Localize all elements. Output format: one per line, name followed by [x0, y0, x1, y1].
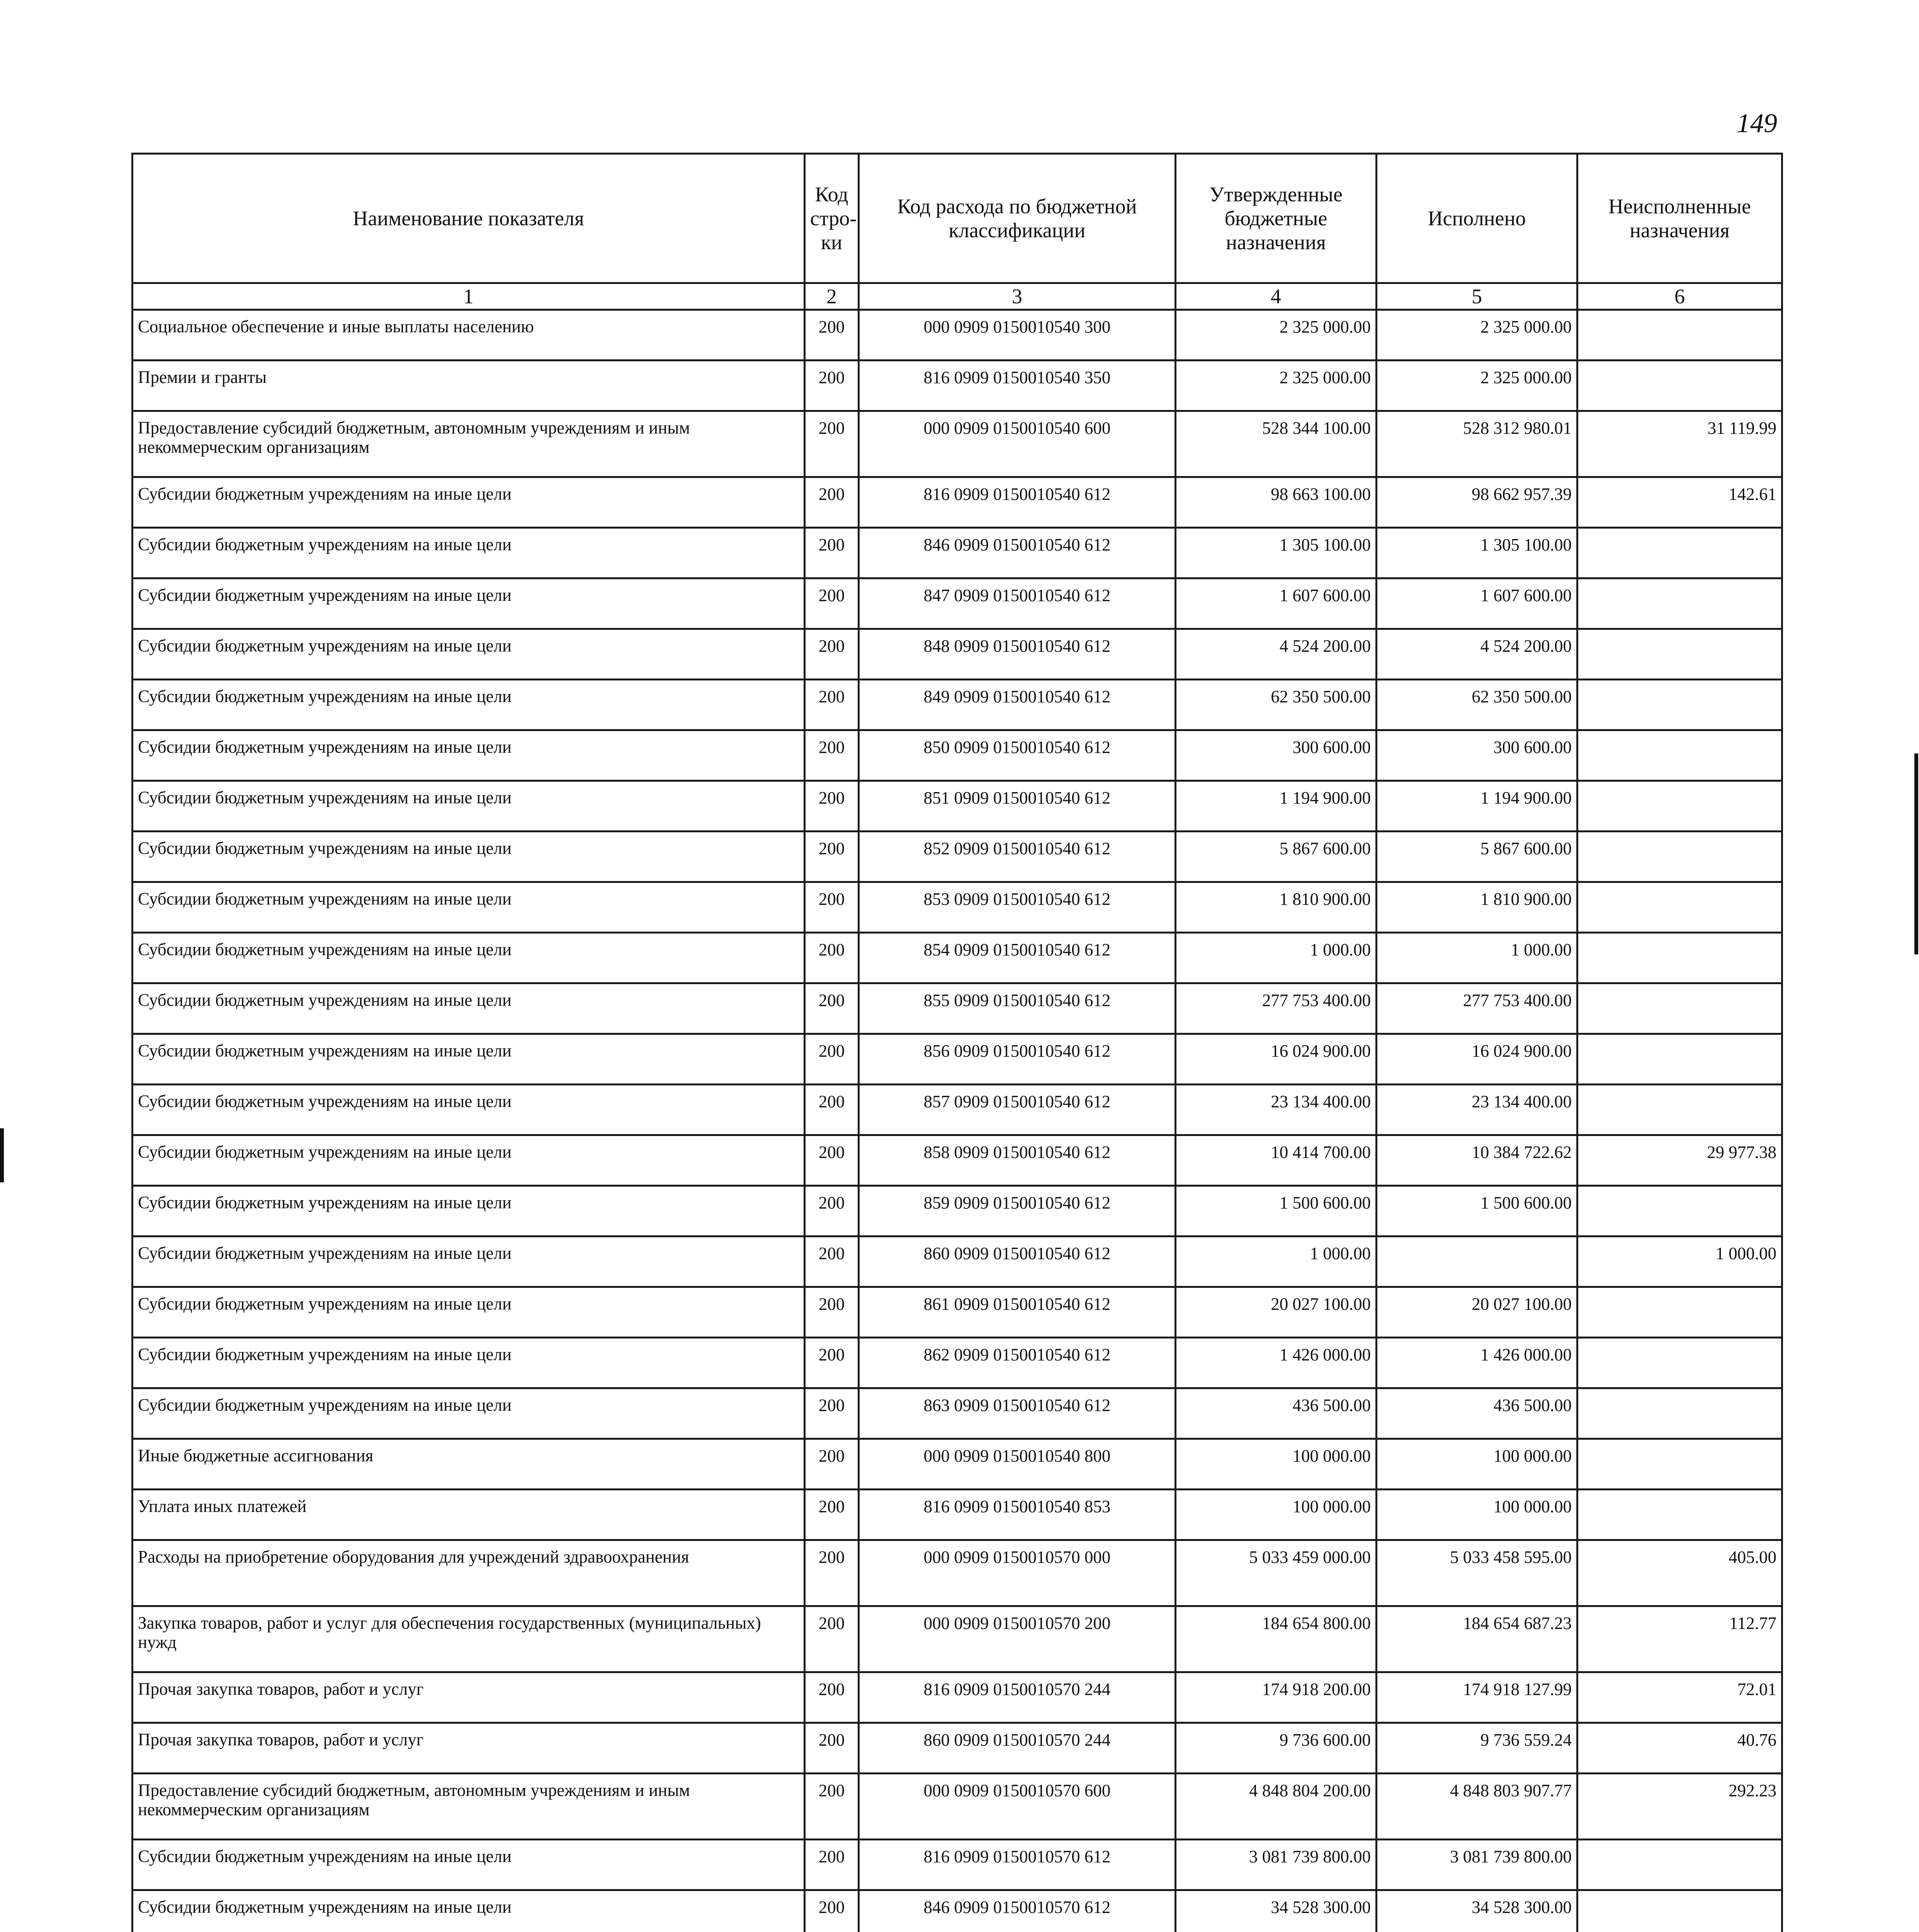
row-expense-code: 847 0909 0150010540 612	[859, 578, 1176, 629]
row-unexecuted	[1577, 1840, 1782, 1890]
row-unexecuted: 40.76	[1577, 1723, 1782, 1774]
row-executed: 1 500 600.00	[1377, 1186, 1577, 1236]
table-row	[133, 629, 1782, 680]
row-name: Уплата иных платежей	[133, 1490, 805, 1540]
row-approved: 100 000.00	[1176, 1490, 1377, 1540]
row-name: Прочая закупка товаров, работ и услуг	[133, 1672, 805, 1723]
row-approved: 23 134 400.00	[1176, 1085, 1377, 1135]
row-unexecuted	[1577, 310, 1782, 361]
row-unexecuted: 405.00	[1577, 1540, 1782, 1606]
column-number: 2	[805, 283, 859, 310]
budget-execution-table	[131, 153, 1783, 1932]
row-executed: 5 033 458 595.00	[1377, 1540, 1577, 1606]
row-expense-code: 863 0909 0150010540 612	[859, 1388, 1176, 1439]
row-line-code: 200	[805, 1540, 859, 1606]
row-line-code: 200	[805, 1135, 859, 1186]
row-line-code: 200	[805, 1085, 859, 1135]
table-row	[133, 1135, 1782, 1186]
row-name: Субсидии бюджетным учреждениям на иные цели	[133, 1840, 805, 1890]
row-approved: 62 350 500.00	[1176, 680, 1377, 730]
row-expense-code: 856 0909 0150010540 612	[859, 1034, 1176, 1085]
row-approved: 528 344 100.00	[1176, 411, 1377, 477]
table-row	[133, 1439, 1782, 1490]
header-unexecuted: Неисполненные назначения	[1577, 154, 1782, 283]
row-unexecuted	[1577, 578, 1782, 629]
row-expense-code: 816 0909 0150010540 350	[859, 361, 1176, 411]
row-unexecuted	[1577, 1034, 1782, 1085]
row-unexecuted	[1577, 1439, 1782, 1490]
row-unexecuted: 1 000.00	[1577, 1236, 1782, 1287]
row-expense-code: 852 0909 0150010540 612	[859, 832, 1176, 882]
row-unexecuted: 292.23	[1577, 1774, 1782, 1840]
row-executed: 100 000.00	[1377, 1439, 1577, 1490]
column-number-row	[133, 283, 1782, 310]
table-row	[133, 1606, 1782, 1672]
row-expense-code: 860 0909 0150010540 612	[859, 1236, 1176, 1287]
row-line-code: 200	[805, 1186, 859, 1236]
row-expense-code: 000 0909 0150010540 300	[859, 310, 1176, 361]
row-executed: 20 027 100.00	[1377, 1287, 1577, 1338]
table-row	[133, 1672, 1782, 1723]
row-line-code: 200	[805, 1034, 859, 1085]
row-executed: 9 736 559.24	[1377, 1723, 1577, 1774]
row-approved: 174 918 200.00	[1176, 1672, 1377, 1723]
row-line-code: 200	[805, 1774, 859, 1840]
row-name: Субсидии бюджетным учреждениям на иные цели	[133, 1186, 805, 1236]
row-executed: 528 312 980.01	[1377, 411, 1577, 477]
row-unexecuted	[1577, 1490, 1782, 1540]
row-line-code: 200	[805, 882, 859, 933]
row-line-code: 200	[805, 1439, 859, 1490]
row-unexecuted	[1577, 1338, 1782, 1388]
row-executed: 23 134 400.00	[1377, 1085, 1577, 1135]
row-line-code: 200	[805, 1840, 859, 1890]
row-approved: 300 600.00	[1176, 730, 1377, 781]
row-expense-code: 816 0909 0150010570 612	[859, 1840, 1176, 1890]
table-row	[133, 578, 1782, 629]
column-number: 1	[133, 283, 805, 310]
row-name: Прочая закупка товаров, работ и услуг	[133, 1723, 805, 1774]
row-approved: 1 810 900.00	[1176, 882, 1377, 933]
row-expense-code: 000 0909 0150010570 600	[859, 1774, 1176, 1840]
row-approved: 4 848 804 200.00	[1176, 1774, 1377, 1840]
row-name: Субсидии бюджетным учреждениям на иные цели	[133, 1135, 805, 1186]
row-approved: 5 033 459 000.00	[1176, 1540, 1377, 1606]
row-line-code: 200	[805, 1236, 859, 1287]
row-unexecuted	[1577, 933, 1782, 983]
scan-edge-mark	[1914, 753, 1918, 954]
row-approved: 1 500 600.00	[1176, 1186, 1377, 1236]
row-line-code: 200	[805, 832, 859, 882]
table-row	[133, 1540, 1782, 1606]
row-name: Субсидии бюджетным учреждениям на иные цели	[133, 832, 805, 882]
row-line-code: 200	[805, 361, 859, 411]
row-name: Субсидии бюджетным учреждениям на иные цели	[133, 1085, 805, 1135]
row-unexecuted	[1577, 528, 1782, 578]
row-name: Субсидии бюджетным учреждениям на иные цели	[133, 882, 805, 933]
row-line-code: 200	[805, 1890, 859, 1932]
row-executed: 277 753 400.00	[1377, 983, 1577, 1034]
table-body	[133, 310, 1782, 1932]
row-approved: 436 500.00	[1176, 1388, 1377, 1439]
row-unexecuted: 31 119.99	[1577, 411, 1782, 477]
row-executed: 3 081 739 800.00	[1377, 1840, 1577, 1890]
header-expense-code: Код расхода по бюджетной классификации	[859, 154, 1176, 283]
row-name: Предоставление субсидий бюджетным, автономным учреждениям и иным некоммерческим организациям	[133, 1774, 805, 1840]
row-unexecuted	[1577, 1287, 1782, 1338]
row-executed: 4 524 200.00	[1377, 629, 1577, 680]
row-unexecuted	[1577, 882, 1782, 933]
row-approved: 1 000.00	[1176, 1236, 1377, 1287]
row-approved: 277 753 400.00	[1176, 983, 1377, 1034]
row-executed: 1 000.00	[1377, 933, 1577, 983]
table-row	[133, 680, 1782, 730]
table-row	[133, 781, 1782, 832]
row-executed	[1377, 1236, 1577, 1287]
row-unexecuted	[1577, 680, 1782, 730]
row-line-code: 200	[805, 933, 859, 983]
row-expense-code: 860 0909 0150010570 244	[859, 1723, 1176, 1774]
row-line-code: 200	[805, 1723, 859, 1774]
row-approved: 1 607 600.00	[1176, 578, 1377, 629]
table-row	[133, 1774, 1782, 1840]
table-row	[133, 832, 1782, 882]
row-name: Субсидии бюджетным учреждениям на иные цели	[133, 477, 805, 528]
row-unexecuted	[1577, 983, 1782, 1034]
row-approved: 34 528 300.00	[1176, 1890, 1377, 1932]
table-row	[133, 310, 1782, 361]
row-approved: 100 000.00	[1176, 1439, 1377, 1490]
row-line-code: 200	[805, 1287, 859, 1338]
row-line-code: 200	[805, 1490, 859, 1540]
row-approved: 4 524 200.00	[1176, 629, 1377, 680]
page-number: 149	[1737, 109, 1777, 138]
row-unexecuted	[1577, 1186, 1782, 1236]
row-executed: 1 426 000.00	[1377, 1338, 1577, 1388]
row-line-code: 200	[805, 629, 859, 680]
row-line-code: 200	[805, 528, 859, 578]
row-executed: 1 194 900.00	[1377, 781, 1577, 832]
header-line-code: Код стро-ки	[805, 154, 859, 283]
row-line-code: 200	[805, 310, 859, 361]
table-row	[133, 933, 1782, 983]
row-unexecuted	[1577, 1890, 1782, 1932]
row-name: Субсидии бюджетным учреждениям на иные цели	[133, 1287, 805, 1338]
table-row	[133, 1490, 1782, 1540]
row-name: Расходы на приобретение оборудования для учреждений здравоохранения	[133, 1540, 805, 1606]
row-executed: 174 918 127.99	[1377, 1672, 1577, 1723]
row-name: Субсидии бюджетным учреждениям на иные цели	[133, 1034, 805, 1085]
row-line-code: 200	[805, 1606, 859, 1672]
table-row	[133, 1085, 1782, 1135]
header-executed: Исполнено	[1377, 154, 1577, 283]
row-approved: 10 414 700.00	[1176, 1135, 1377, 1186]
row-line-code: 200	[805, 983, 859, 1034]
row-unexecuted	[1577, 730, 1782, 781]
header-approved: Утвержденные бюджетные назначения	[1176, 154, 1377, 283]
table-row	[133, 730, 1782, 781]
header-name: Наименование показателя	[133, 154, 805, 283]
row-expense-code: 846 0909 0150010570 612	[859, 1890, 1176, 1932]
row-unexecuted	[1577, 1085, 1782, 1135]
row-unexecuted	[1577, 1388, 1782, 1439]
row-approved: 9 736 600.00	[1176, 1723, 1377, 1774]
row-approved: 1 426 000.00	[1176, 1338, 1377, 1388]
row-executed: 184 654 687.23	[1377, 1606, 1577, 1672]
row-executed: 436 500.00	[1377, 1388, 1577, 1439]
row-expense-code: 855 0909 0150010540 612	[859, 983, 1176, 1034]
row-line-code: 200	[805, 730, 859, 781]
row-expense-code: 854 0909 0150010540 612	[859, 933, 1176, 983]
row-name: Субсидии бюджетным учреждениям на иные цели	[133, 1338, 805, 1388]
row-executed: 5 867 600.00	[1377, 832, 1577, 882]
row-executed: 2 325 000.00	[1377, 310, 1577, 361]
row-name: Субсидии бюджетным учреждениям на иные цели	[133, 1388, 805, 1439]
table-row	[133, 983, 1782, 1034]
row-expense-code: 000 0909 0150010540 800	[859, 1439, 1176, 1490]
row-name: Субсидии бюджетным учреждениям на иные цели	[133, 680, 805, 730]
row-name: Субсидии бюджетным учреждениям на иные цели	[133, 578, 805, 629]
row-unexecuted	[1577, 361, 1782, 411]
row-unexecuted: 29 977.38	[1577, 1135, 1782, 1186]
column-number: 3	[859, 283, 1176, 310]
row-executed: 4 848 803 907.77	[1377, 1774, 1577, 1840]
row-name: Премии и гранты	[133, 361, 805, 411]
row-expense-code: 000 0909 0150010570 000	[859, 1540, 1176, 1606]
table-row	[133, 1890, 1782, 1932]
table-row	[133, 528, 1782, 578]
row-expense-code: 816 0909 0150010540 612	[859, 477, 1176, 528]
row-executed: 2 325 000.00	[1377, 361, 1577, 411]
row-line-code: 200	[805, 477, 859, 528]
row-name: Субсидии бюджетным учреждениям на иные цели	[133, 1236, 805, 1287]
table-row	[133, 1186, 1782, 1236]
row-name: Иные бюджетные ассигнования	[133, 1439, 805, 1490]
row-executed: 100 000.00	[1377, 1490, 1577, 1540]
table-row	[133, 361, 1782, 411]
table-row	[133, 1236, 1782, 1287]
row-name: Субсидии бюджетным учреждениям на иные цели	[133, 1890, 805, 1932]
table-header	[133, 154, 1782, 310]
row-expense-code: 862 0909 0150010540 612	[859, 1338, 1176, 1388]
row-unexecuted	[1577, 781, 1782, 832]
row-expense-code: 848 0909 0150010540 612	[859, 629, 1176, 680]
row-line-code: 200	[805, 1338, 859, 1388]
row-unexecuted: 72.01	[1577, 1672, 1782, 1723]
row-expense-code: 816 0909 0150010570 244	[859, 1672, 1176, 1723]
row-executed: 1 810 900.00	[1377, 882, 1577, 933]
row-name: Субсидии бюджетным учреждениям на иные цели	[133, 730, 805, 781]
row-name: Субсидии бюджетным учреждениям на иные цели	[133, 629, 805, 680]
table-row	[133, 477, 1782, 528]
column-number: 6	[1577, 283, 1782, 310]
row-name: Социальное обеспечение и иные выплаты населению	[133, 310, 805, 361]
row-unexecuted	[1577, 832, 1782, 882]
row-expense-code: 851 0909 0150010540 612	[859, 781, 1176, 832]
column-number: 4	[1176, 283, 1377, 310]
row-expense-code: 853 0909 0150010540 612	[859, 882, 1176, 933]
row-approved: 2 325 000.00	[1176, 310, 1377, 361]
row-approved: 1 000.00	[1176, 933, 1377, 983]
row-approved: 184 654 800.00	[1176, 1606, 1377, 1672]
row-executed: 62 350 500.00	[1377, 680, 1577, 730]
row-line-code: 200	[805, 1672, 859, 1723]
row-line-code: 200	[805, 781, 859, 832]
scan-edge-mark	[0, 1128, 4, 1182]
row-expense-code: 000 0909 0150010570 200	[859, 1606, 1176, 1672]
row-unexecuted: 142.61	[1577, 477, 1782, 528]
row-approved: 98 663 100.00	[1176, 477, 1377, 528]
row-unexecuted	[1577, 629, 1782, 680]
row-expense-code: 846 0909 0150010540 612	[859, 528, 1176, 578]
row-executed: 1 607 600.00	[1377, 578, 1577, 629]
row-expense-code: 858 0909 0150010540 612	[859, 1135, 1176, 1186]
row-executed: 300 600.00	[1377, 730, 1577, 781]
row-approved: 16 024 900.00	[1176, 1034, 1377, 1085]
row-line-code: 200	[805, 578, 859, 629]
row-line-code: 200	[805, 1388, 859, 1439]
row-executed: 10 384 722.62	[1377, 1135, 1577, 1186]
table-row	[133, 1338, 1782, 1388]
row-expense-code: 857 0909 0150010540 612	[859, 1085, 1176, 1135]
table-row	[133, 1840, 1782, 1890]
row-name: Субсидии бюджетным учреждениям на иные цели	[133, 528, 805, 578]
row-line-code: 200	[805, 411, 859, 477]
row-expense-code: 000 0909 0150010540 600	[859, 411, 1176, 477]
row-executed: 16 024 900.00	[1377, 1034, 1577, 1085]
row-name: Субсидии бюджетным учреждениям на иные цели	[133, 781, 805, 832]
row-approved: 20 027 100.00	[1176, 1287, 1377, 1338]
row-approved: 1 194 900.00	[1176, 781, 1377, 832]
row-name: Субсидии бюджетным учреждениям на иные цели	[133, 983, 805, 1034]
table-row	[133, 411, 1782, 477]
row-expense-code: 849 0909 0150010540 612	[859, 680, 1176, 730]
row-expense-code: 816 0909 0150010540 853	[859, 1490, 1176, 1540]
table-row	[133, 1287, 1782, 1338]
row-approved: 1 305 100.00	[1176, 528, 1377, 578]
row-expense-code: 859 0909 0150010540 612	[859, 1186, 1176, 1236]
row-line-code: 200	[805, 680, 859, 730]
table-row	[133, 1034, 1782, 1085]
row-approved: 5 867 600.00	[1176, 832, 1377, 882]
row-name: Закупка товаров, работ и услуг для обеспечения государственных (муниципальных) нужд	[133, 1606, 805, 1672]
row-name: Предоставление субсидий бюджетным, автономным учреждениям и иным некоммерческим организациям	[133, 411, 805, 477]
row-executed: 1 305 100.00	[1377, 528, 1577, 578]
row-approved: 3 081 739 800.00	[1176, 1840, 1377, 1890]
row-executed: 98 662 957.39	[1377, 477, 1577, 528]
table-row	[133, 882, 1782, 933]
row-expense-code: 861 0909 0150010540 612	[859, 1287, 1176, 1338]
column-number: 5	[1377, 283, 1577, 310]
row-expense-code: 850 0909 0150010540 612	[859, 730, 1176, 781]
row-approved: 2 325 000.00	[1176, 361, 1377, 411]
row-name: Субсидии бюджетным учреждениям на иные цели	[133, 933, 805, 983]
header-row	[133, 154, 1782, 283]
row-unexecuted: 112.77	[1577, 1606, 1782, 1672]
row-executed: 34 528 300.00	[1377, 1890, 1577, 1932]
table-row	[133, 1723, 1782, 1774]
table-row	[133, 1388, 1782, 1439]
